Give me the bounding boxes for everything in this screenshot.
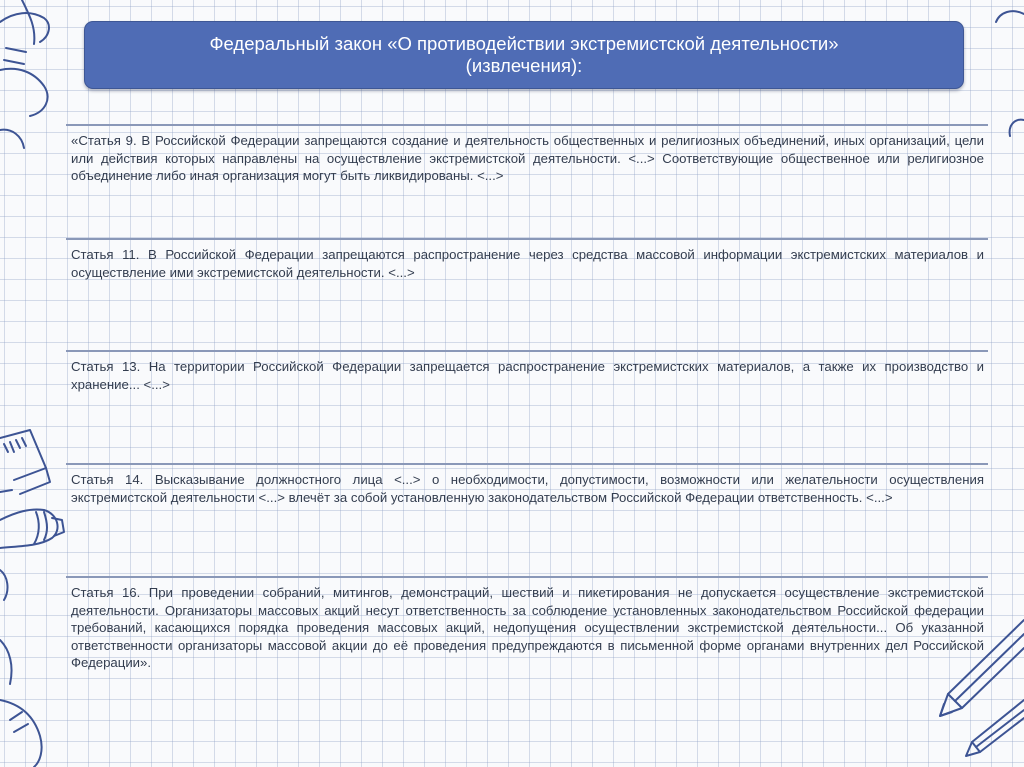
article-16 <box>66 576 988 672</box>
page-title-banner <box>84 21 964 89</box>
second-pencil-icon <box>966 700 1024 756</box>
top-left-doodle-icon <box>0 0 49 148</box>
page-title-line-1: Федеральный закон «О противодействии экстремистской деятельности» <box>209 33 839 54</box>
article-16-text: Статья 16. При проведении собраний, митингов, демонстраций, шествий и пикетирования не допускается осуществление экстремистской деятельности. Организаторы массовых акций несут ответственность за соблюдение установленных законодательством Российской федерации требований, касающихся порядка проведения массовых акций, недопущения осуществлении экстремистской деятельности... Об указанной ответственности организаторы массовой акции до её проведения предупреждаются в письменной форме органами внутренних дел Российской Федерации». <box>71 585 984 670</box>
article-9-text: «Статья 9. В Российской Федерации запрещаются создание и деятельность общественных и религиозных объединений, иных организаций, цели или действия которых направлены на осуществление экстремистской деятельности. <...> Соответствующие общественное или религиозное объединение либо иная организация могут быть ликвидированы. <...> <box>71 133 984 183</box>
article-13 <box>66 350 988 393</box>
right-top-doodle-icon <box>996 11 1024 136</box>
article-14-text: Статья 14. Высказывание должностного лица <...> о необходимости, допустимости, возможности или желательности осуществления экстремистской деятельности <...> влечёт за собой установленную законодательством Российской Федерации ответственность. <...> <box>71 472 984 505</box>
article-14 <box>66 463 988 506</box>
left-brush-icon <box>0 509 64 600</box>
left-bottom-doodle-icon <box>0 640 42 767</box>
left-ruler-icon <box>0 430 50 494</box>
article-11-text: Статья 11. В Российской Федерации запрещаются распространение через средства массовой информации экстремистских материалов и осуществление ими экстремистской деятельности. <...> <box>71 247 984 280</box>
article-9 <box>66 124 988 185</box>
article-13-text: Статья 13. На территории Российской Федерации запрещается распространение экстремистских материалов, а также их производство и хранение... <...> <box>71 359 984 392</box>
article-11 <box>66 238 988 281</box>
page-title-line-2: (извлечения): <box>465 55 583 76</box>
